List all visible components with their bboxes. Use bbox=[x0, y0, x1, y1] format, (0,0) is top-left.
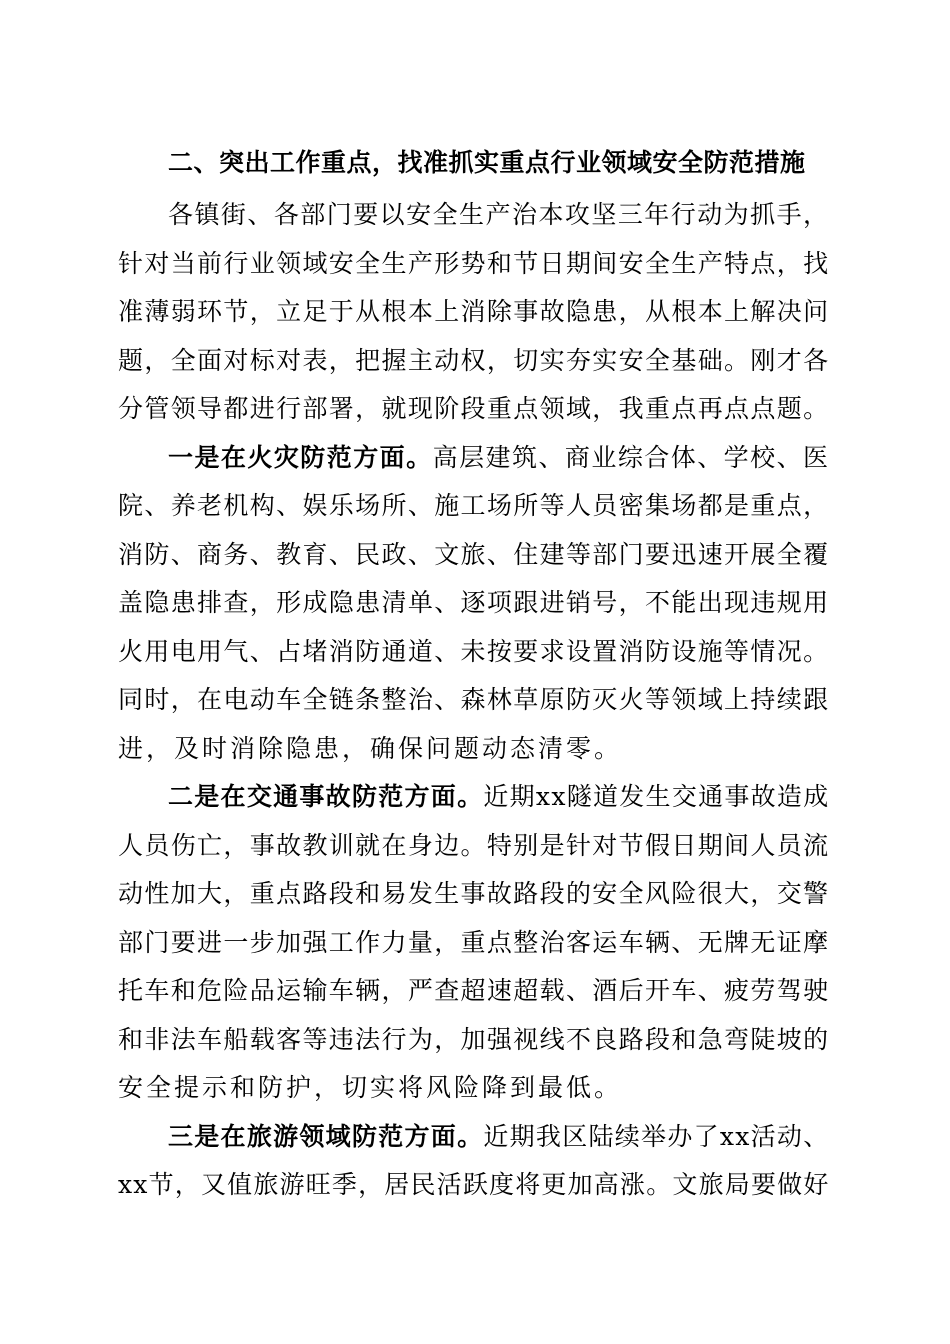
paragraph-line: 安全提示和防护，切实将风险降到最低。 bbox=[118, 1073, 623, 1102]
paragraph-line: 分管领导都进行部署，就现阶段重点领域，我重点再点点题。 bbox=[118, 394, 830, 423]
paragraph-line-text: 高层建筑、商业综合体、学校、医 bbox=[432, 442, 830, 472]
paragraph-lead: 二是在交通事故防范方面。 bbox=[168, 782, 484, 811]
paragraph-line: 盖隐患排查，形成隐患清单、逐项跟进销号，不能出现违规用 bbox=[118, 588, 830, 617]
paragraph-line: 消防、商务、教育、民政、文旅、住建等部门要迅速开展全覆 bbox=[118, 539, 830, 569]
paragraph-line: 火用电用气、占堵消防通道、未按要求设置消防设施等情况。 bbox=[118, 636, 830, 666]
paragraph-lead: 三是在旅游领域防范方面。 bbox=[168, 1121, 484, 1151]
paragraph-line: 针对当前行业领域安全生产形势和节日期间安全生产特点，找 bbox=[118, 248, 830, 278]
paragraph-line: 院、养老机构、娱乐场所、施工场所等人员密集场都是重点， bbox=[118, 491, 830, 520]
paragraph-line: 人员伤亡，事故教训就在身边。特别是针对节假日期间人员流 bbox=[118, 830, 830, 860]
section-heading: 二、突出工作重点，找准抓实重点行业领域安全防范措施 bbox=[168, 148, 806, 177]
paragraph-line: 和非法车船载客等违法行为，加强视线不良路段和急弯陡坡的 bbox=[118, 1024, 830, 1054]
paragraph-line: 各镇街、各部门要以安全生产治本攻坚三年行动为抓手， bbox=[168, 200, 830, 229]
paragraph-first-line bbox=[118, 434, 828, 483]
paragraph-line: 题，全面对标对表，把握主动权，切实夯实安全基础。刚才各 bbox=[118, 345, 830, 375]
paragraph-tourism-prevention bbox=[118, 1113, 828, 1210]
paragraph-line-text: 近期我区陆续举办了xx活动、 bbox=[483, 1121, 830, 1151]
paragraph-line: 进，及时消除隐患，确保问题动态清零。 bbox=[118, 733, 623, 763]
paragraph-line: 动性加大，重点路段和易发生事故路段的安全风险很大，交警 bbox=[118, 879, 830, 908]
paragraph-line: 托车和危险品运输车辆，严查超速超载、酒后开车、疲劳驾驶 bbox=[118, 976, 830, 1005]
paragraph-fire-prevention bbox=[118, 434, 828, 774]
paragraph-line-text: 近期xx隧道发生交通事故造成 bbox=[483, 782, 830, 811]
paragraph-first-line bbox=[118, 1113, 828, 1162]
paragraph-line: 同时，在电动车全链条整治、森林草原防灭火等领域上持续跟 bbox=[118, 685, 830, 714]
paragraph-line: xx节，又值旅游旺季，居民活跃度将更加高涨。文旅局要做好 bbox=[118, 1170, 830, 1199]
paragraph-line: 准薄弱环节，立足于从根本上消除事故隐患，从根本上解决问 bbox=[118, 297, 830, 326]
document-page bbox=[118, 143, 828, 1210]
paragraph-first-line bbox=[118, 773, 828, 822]
paragraph-intro bbox=[118, 191, 828, 434]
paragraph-line: 部门要进一步加强工作力量，重点整治客运车辆、无牌无证摩 bbox=[118, 927, 830, 957]
paragraph-lead: 一是在火灾防范方面。 bbox=[168, 442, 433, 472]
paragraph-traffic-prevention bbox=[118, 773, 828, 1113]
